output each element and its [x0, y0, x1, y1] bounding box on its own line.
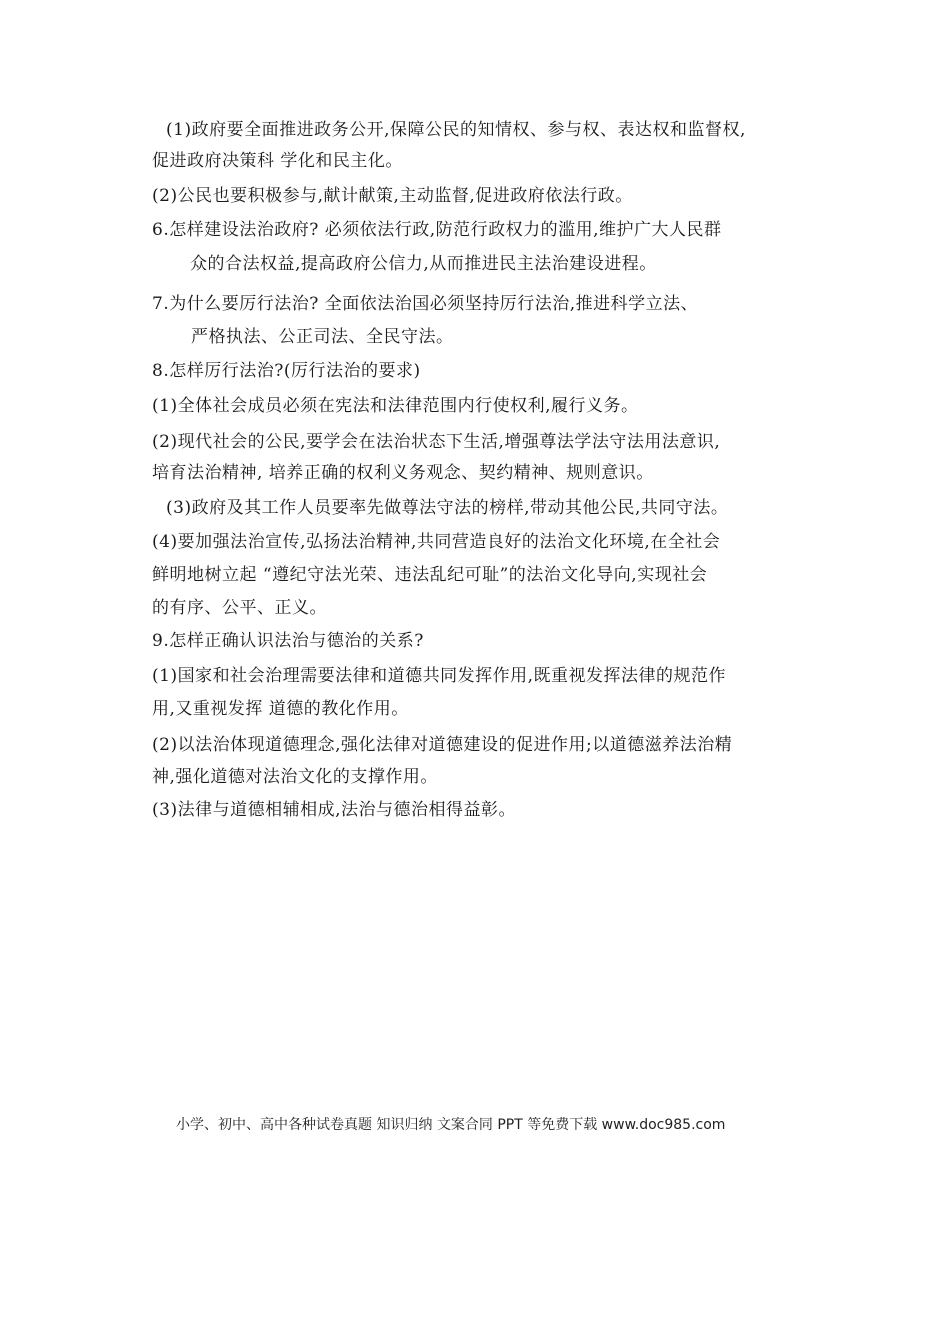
text-line-14: 鲜明地树立起 “遵纪守法光荣、违法乱纪可耻”的法治文化导向,实现社会: [152, 565, 708, 585]
text-line-12: (3)政府及其工作人员要率先做尊法守法的榜样,带动其他公民,共同守法。: [166, 498, 729, 518]
text-line-19: (2)以法治体现道德理念,强化法律对道德建设的促进作用;以道德滋养法治精: [152, 735, 733, 755]
text-line-15: 的有序、公平、正义。: [152, 598, 327, 618]
text-line-4: 6.怎样建设法治政府? 必须依法行政,防范行政权力的滥用,维护广大人民群: [152, 220, 722, 240]
text-line-1: (1)政府要全面推进政务公开,保障公民的知情权、参与权、表达权和监督权,: [166, 120, 746, 140]
text-line-13: (4)要加强法治宣传,弘扬法治精神,共同营造良好的法治文化环境,在全社会: [152, 532, 721, 552]
text-line-16: 9.怎样正确认识法治与德治的关系?: [152, 631, 424, 651]
text-line-10: (2)现代社会的公民,要学会在法治状态下生活,增强尊法学法守法用法意识,: [152, 432, 721, 452]
text-line-5: 众的合法权益,提高政府公信力,从而推进民主法治建设进程。: [190, 254, 657, 274]
text-line-21: (3)法律与道德相辅相成,法治与德治相得益彰。: [152, 800, 516, 820]
text-line-17: (1)国家和社会治理需要法律和道德共同发挥作用,既重视发挥法律的规范作: [152, 666, 726, 686]
text-line-18: 用,又重视发挥 道德的教化作用。: [152, 699, 409, 719]
text-line-8: 8.怎样厉行法治?(厉行法治的要求): [152, 361, 421, 381]
footer-text: 小学、初中、高中各种试卷真题 知识归纳 文案合同 PPT 等免费下载 www.doc985.com: [176, 1117, 726, 1133]
text-line-11: 培育法治精神, 培养正确的权利义务观念、契约精神、规则意识。: [152, 463, 654, 483]
text-line-20: 神,强化道德对法治文化的支撑作用。: [152, 767, 438, 787]
text-line-3: (2)公民也要积极参与,献计献策,主动监督,促进政府依法行政。: [152, 186, 633, 206]
text-line-2: 促进政府决策科 学化和民主化。: [152, 151, 403, 171]
text-line-9: (1)全体社会成员必须在宪法和法律范围内行使权利,履行义务。: [152, 396, 639, 416]
text-line-7: 严格执法、公正司法、全民守法。: [191, 327, 454, 347]
text-line-6: 7.为什么要厉行法治? 全面依法治国必须坚持厉行法治,推进科学立法、: [152, 294, 699, 314]
